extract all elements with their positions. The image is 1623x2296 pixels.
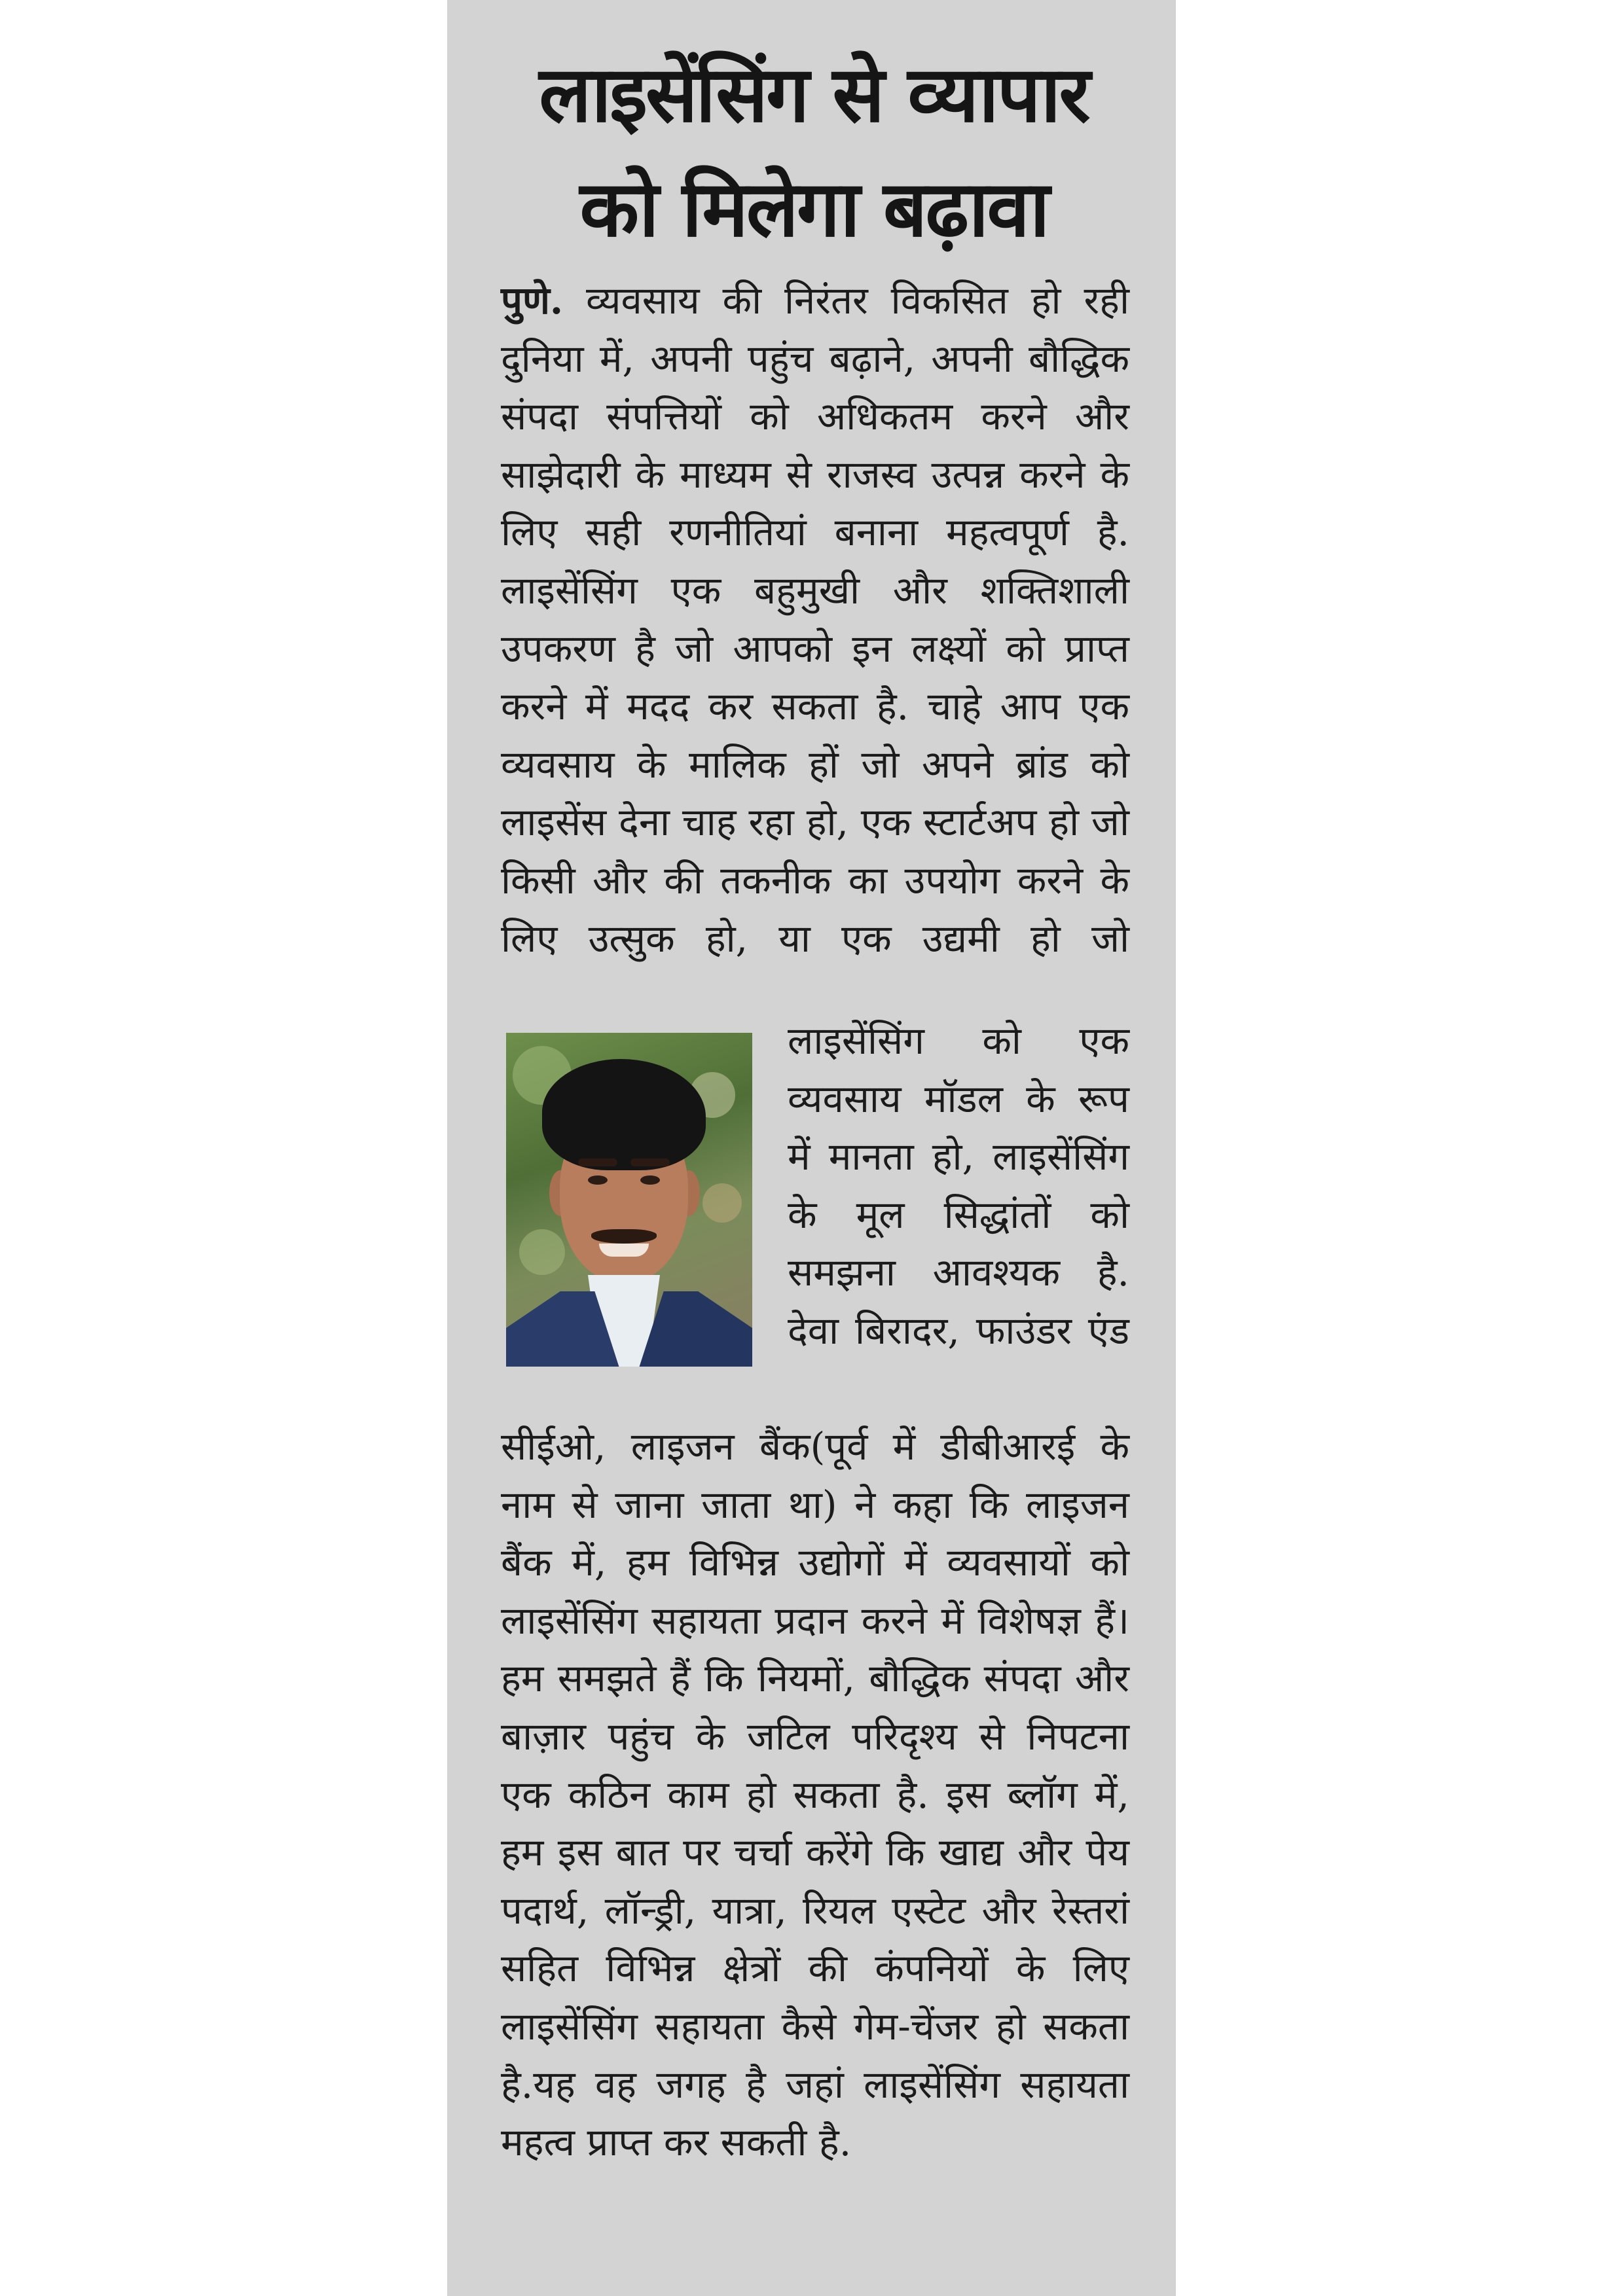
article-paragraph-top-text: व्यवसाय की निरंतर विकसित हो रही दुनिया में, अपनी पहुंच बढ़ाने, अपनी बौद्धिक संपदा संपत्तियों को अधिकतम करने और साझेदारी के माध्यम से राजस्व उत्पन्न करने के लिए सही रणनीतियां बनाना महत्वपूर्ण है. लाइसेंसिंग एक बहुमुखी और शक्तिशाली उपकरण है जो आपको इन लक्ष्यों को प्राप्त करने में मदद कर सकता है. चाहे आप एक व्यवसाय के मालिक हों जो अपने ब्रांड को लाइसेंस देना चाह रहा हो, एक स्टार्टअप हो जो किसी और की तकनीक का उपयोग करने के लिए उत्सुक हो, या एक उद्यमी हो जो [501,278,1130,961]
portrait-photo [506,1033,752,1367]
headline-line-2: को मिलेगा बढ़ावा [579,164,1048,254]
headline-line-1: लाइसेंसिंग से व्यापार [539,49,1089,139]
article-paragraph-top [501,272,1129,967]
dateline: पुणे. [501,278,564,323]
article-paragraph-bottom: सीईओ, लाइजन बैंक(पूर्व में डीबीआरई के नाम से जाना जाता था) ने कहा कि लाइजन बैंक में, हम विभिन्न उद्योगों में व्यवसायों को लाइसेंसिंग सहायता प्रदान करने में विशेषज्ञ हैं। हम समझते हैं कि नियमों, बौद्धिक संपदा और बाज़ार पहुंच के जटिल परिदृश्य से निपटना एक कठिन काम हो सकता है. इस ब्लॉग में, हम इस बात पर चर्चा करेंगे कि खाद्य और पेय पदार्थ, लॉन्ड्री, यात्रा, रियल एस्टेट और रेस्तरां सहित विभिन्न क्षेत्रों की कंपनियों के लिए लाइसेंसिंग सहायता कैसे गेम-चेंजर हो सकता है.यह वह जगह है जहां लाइसेंसिंग सहायता महत्व प्राप्त कर सकती है. [501,1424,1129,2165]
newspaper-clipping [447,0,1176,2296]
article-paragraph-beside-photo: लाइसेंसिंग को एक व्यवसाय मॉडल के रूप में मानता हो, लाइसेंसिंग के मूल सिद्धांतों को समझना आवश्यक है. देवा बिरादर, फाउंडर एंड [788,1018,1129,1353]
